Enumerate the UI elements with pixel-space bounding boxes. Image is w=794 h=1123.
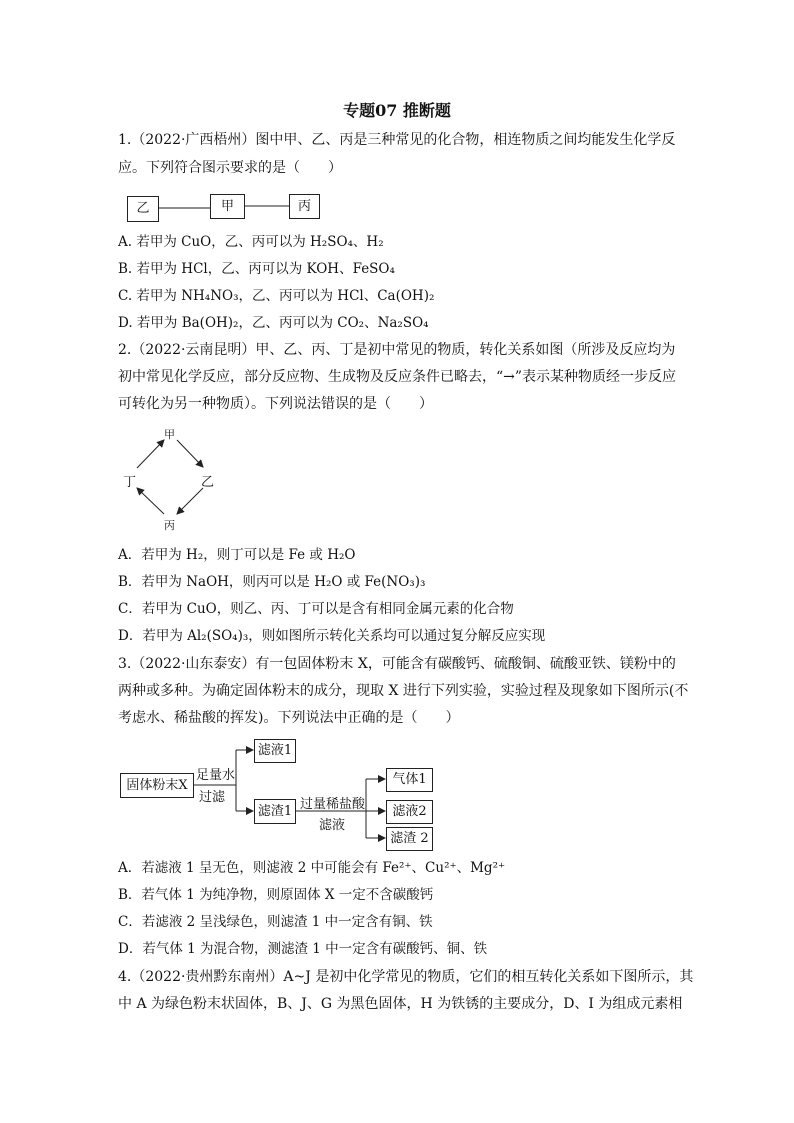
q3-node-filtrate2: 滤液2 — [386, 800, 433, 824]
q1-stem-line2: 应。下列符合图示要求的是（ ） — [118, 160, 342, 176]
q1-stem-line1: 1.（2022·广西梧州）图中甲、乙、丙是三种常见的化合物，相连物质之间均能发生化学反 — [118, 132, 676, 148]
q2-node-yi: 乙 — [201, 475, 215, 490]
q2-option-c: C．若甲为 CuO，则乙、丙、丁可以是含有相同金属元素的化合物 — [118, 601, 514, 617]
q4-stem-line1: 4.（2022·贵州黔东南州）A~J 是初中化学常见的物质，它们的相互转化关系如下图所示，其 — [118, 969, 694, 985]
q3-stem-line1: 3.（2022·山东泰安）有一包固体粉末 X，可能含有碳酸钙、硫酸铜、硫酸亚铁、镁粉中的 — [118, 656, 676, 672]
q1-option-d: D. 若甲为 Ba(OH)₂，乙、丙可以为 CO₂、Na₂SO₄ — [118, 315, 429, 331]
q2-node-bing: 丙 — [164, 519, 175, 532]
q3-step1-operation: 过滤 — [199, 790, 226, 805]
q3-step2-reagent: 过量稀盐酸 — [300, 797, 366, 812]
q2-node-ding: 丁 — [123, 475, 137, 490]
q3-step1-reagent: 足量水 — [196, 768, 236, 783]
q2-node-jia: 甲 — [164, 428, 175, 441]
q4-stem-line2: 中 A 为绿色粉末状固体，B、J、G 为黑色固体，H 为铁锈的主要成分，D、I 为组成元素相 — [118, 996, 683, 1012]
q2-option-a: A．若甲为 H₂，则丁可以是 Fe 或 H₂O — [118, 547, 356, 563]
q1-node-jia: 甲 — [210, 194, 245, 219]
q1-option-b: B. 若甲为 HCl，乙、丙可以为 KOH、FeSO₄ — [118, 261, 395, 277]
q2-stem-line3: 可转化为另一种物质）。下列说法错误的是（ ） — [118, 396, 433, 412]
q1-node-bing: 丙 — [289, 194, 320, 219]
q2-stem-line1: 2.（2022·云南昆明）甲、乙、丙、丁是初中常见的物质，转化关系如图（所涉及反应均为 — [118, 342, 676, 358]
q1-option-c: C. 若甲为 NH₄NO₃，乙、丙可以为 HCl、Ca(OH)₂ — [118, 288, 435, 304]
q3-option-b: B．若气体 1 为纯净物，则原固体 X 一定不含碳酸钙 — [118, 887, 434, 903]
q3-node-residue2: 滤渣 2 — [386, 827, 433, 851]
q2-option-b: B．若甲为 NaOH，则丙可以是 H₂O 或 Fe(NO₃)₃ — [118, 574, 426, 590]
q3-node-filtrate1: 滤液1 — [254, 739, 296, 763]
q2-option-d: D．若甲为 Al₂(SO₄)₃，则如图所示转化关系均可以通过复分解反应实现 — [118, 628, 546, 644]
q3-option-d: D．若气体 1 为混合物，测滤渣 1 中一定含有碳酸钙、铜、铁 — [118, 941, 488, 957]
q1-node-yi: 乙 — [127, 196, 159, 222]
page-title: 专题07 推断题 — [343, 101, 451, 120]
q3-option-c: C．若滤液 2 呈浅绿色，则滤渣 1 中一定含有铜、铁 — [118, 914, 433, 930]
q3-stem-line3: 考虑水、稀盐酸的挥发)。下列说法中正确的是（ ） — [118, 710, 460, 726]
q1-option-a: A. 若甲为 CuO，乙、丙可以为 H₂SO₄、H₂ — [118, 234, 384, 250]
q3-node-solid-x: 固体粉末X — [120, 773, 194, 798]
q3-stem-line2: 两种或多种。为确定固体粉末的成分，现取 X 进行下列实验，实验过程及现象如下图所示(不 — [118, 683, 689, 699]
q3-node-residue1: 滤渣1 — [254, 799, 296, 824]
q3-option-a: A．若滤液 1 呈无色，则滤液 2 中可能会有 Fe²⁺、Cu²⁺、Mg²⁺ — [118, 860, 506, 876]
q2-stem-line2: 初中常见化学反应，部分反应物、生成物及反应条件已略去，“→”表示某种物质经一步反应 — [118, 369, 677, 385]
q3-node-gas1: 气体1 — [386, 768, 433, 792]
q3-step2-operation: 滤液 — [319, 818, 346, 833]
